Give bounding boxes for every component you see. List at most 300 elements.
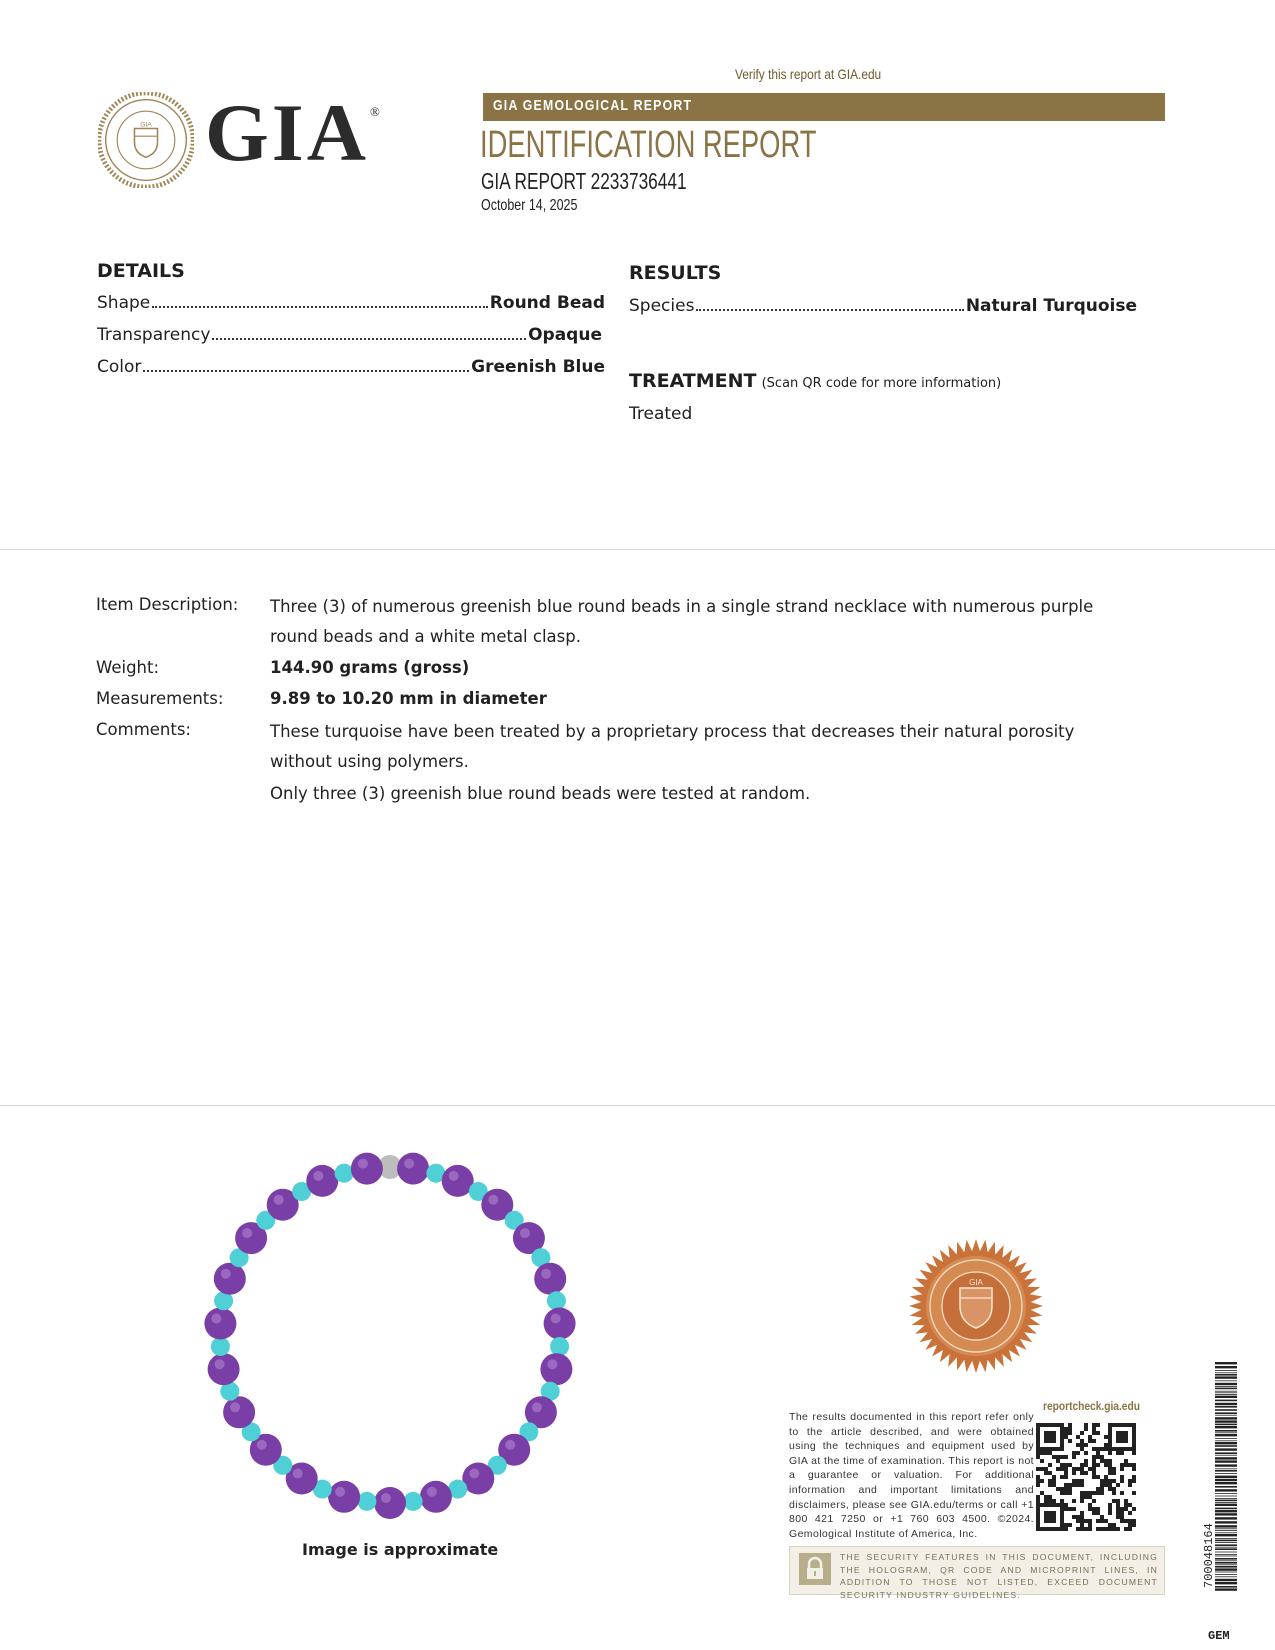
qr-module [1128,1519,1132,1523]
qr-module [1108,1479,1112,1483]
qr-module [1128,1463,1132,1467]
qr-module [1100,1519,1104,1523]
amethyst-bead [540,1353,572,1385]
qr-module [1124,1507,1128,1511]
barcode-bar [1215,1479,1237,1481]
seal-text: GIA [140,121,152,129]
qr-module [1080,1479,1084,1483]
qr-module [1092,1499,1096,1503]
qr-module [1120,1451,1124,1455]
barcode-bar [1215,1426,1237,1428]
qr-module [1080,1443,1084,1447]
qr-module [1120,1467,1124,1471]
qr-module [1108,1463,1112,1467]
qr-module [1108,1471,1112,1475]
qr-module [1096,1519,1100,1523]
qr-module [1104,1479,1108,1483]
qr-module [1080,1527,1084,1531]
barcode-bar [1215,1473,1237,1474]
qr-module [1036,1475,1040,1479]
qr-module [1124,1463,1128,1467]
qr-module [1108,1459,1112,1463]
qr-module [1080,1499,1084,1503]
qr-module [1064,1431,1068,1435]
qr-module [1048,1483,1052,1487]
qr-module [1080,1511,1084,1515]
bead-highlight [215,1359,225,1369]
qr-module [1072,1515,1076,1519]
detail-row-transparency [97,325,602,345]
qr-module [1116,1527,1120,1531]
barcode-bar [1215,1394,1237,1395]
barcode-bar [1215,1374,1237,1376]
barcode-number: 700048164 [1202,1523,1216,1588]
barcode-bar [1215,1552,1237,1553]
qr-module [1100,1455,1104,1459]
qr-module [1064,1427,1068,1431]
detail-value: Round Bead [489,293,605,313]
measurements-value: 9.89 to 10.20 mm in diameter [270,689,547,708]
detail-value: Greenish Blue [471,357,605,377]
barcode-bar [1215,1392,1237,1393]
qr-module [1080,1447,1084,1451]
qr-module [1060,1467,1064,1471]
measurements-label: Measurements: [96,689,224,708]
qr-module [1112,1527,1116,1531]
item-description-value: Three (3) of numerous greenish blue round beads in a single strand necklace with numerous purple round beads and a white metal clasp. [270,597,1094,646]
qr-module [1088,1503,1092,1507]
barcode-bar [1215,1383,1237,1385]
qr-module [1060,1463,1064,1467]
gem-code: GEM [1208,1629,1230,1643]
barcode-bar [1215,1409,1237,1411]
barcode-bar [1215,1579,1237,1581]
barcode-bar [1215,1412,1237,1414]
treatment-heading: TREATMENT [629,370,757,392]
qr-module [1080,1467,1084,1471]
bead-highlight [381,1493,391,1503]
report-number: GIA REPORT 2233736441 [481,168,687,194]
qr-module [1132,1479,1136,1483]
qr-module [1052,1483,1056,1487]
bead-highlight [427,1487,437,1497]
barcode-bar [1215,1560,1237,1561]
barcode-bar [1215,1504,1237,1506]
barcode-bar [1215,1380,1237,1381]
barcode-bar [1215,1430,1237,1432]
qr-module [1064,1487,1068,1491]
qr-module [1084,1491,1088,1495]
barcode-bar [1215,1508,1237,1510]
qr-module [1084,1471,1088,1475]
qr-module [1088,1495,1092,1499]
qr-module [1104,1527,1108,1531]
treatment-note: (Scan QR code for more information) [761,376,1002,391]
barcode-bar [1215,1400,1237,1402]
barcode-bar [1215,1489,1237,1491]
qr-module [1084,1423,1088,1427]
weight-value: 144.90 grams (gross) [270,658,470,677]
image-caption: Image is approximate [302,1540,499,1559]
qr-module [1076,1527,1080,1531]
bead-highlight [541,1269,551,1279]
qr-module [1108,1511,1112,1515]
qr-finder [1044,1431,1056,1443]
qr-module [1084,1459,1088,1463]
qr-module [1132,1519,1136,1523]
qr-module [1088,1527,1092,1531]
qr-module [1080,1495,1084,1499]
report-date: October 14, 2025 [481,197,578,214]
qr-module [1104,1475,1108,1479]
qr-module [1092,1467,1096,1471]
qr-module [1048,1471,1052,1475]
fold-line [0,1105,1275,1106]
item-description-label: Item Description: [96,595,239,614]
barcode-bar [1215,1582,1237,1584]
necklace-image [190,1150,590,1520]
detail-label: Transparency [97,325,211,345]
detail-row-shape [97,293,605,313]
qr-module [1068,1507,1072,1511]
qr-module [1040,1479,1044,1483]
qr-module [1052,1499,1056,1503]
qr-module [1064,1507,1068,1511]
qr-module [1084,1463,1088,1467]
qr-module [1092,1427,1096,1431]
qr-module [1096,1455,1100,1459]
qr-module [1036,1479,1040,1483]
qr-module [1080,1491,1084,1495]
detail-row-color [97,357,605,377]
qr-module [1084,1527,1088,1531]
comments-label: Comments: [96,720,191,739]
qr-module [1036,1467,1040,1471]
barcode-icon [1215,1362,1237,1592]
qr-module [1084,1443,1088,1447]
qr-module [1104,1435,1108,1439]
qr-module [1100,1447,1104,1451]
qr-module [1096,1507,1100,1511]
qr-module [1092,1431,1096,1435]
qr-module [1080,1463,1084,1467]
barcode-bar [1215,1588,1237,1590]
barcode-bar [1215,1540,1237,1542]
registered-mark: ® [370,104,380,119]
qr-module [1084,1427,1088,1431]
qr-module [1068,1523,1072,1527]
barcode-bar [1215,1460,1237,1462]
qr-module [1080,1519,1084,1523]
barcode-bar [1215,1440,1237,1441]
barcode-bar [1215,1438,1237,1439]
barcode-bar [1215,1372,1237,1373]
qr-module [1072,1507,1076,1511]
qr-module [1120,1491,1124,1495]
bead-highlight [505,1440,515,1450]
qr-module [1116,1451,1120,1455]
barcode-bar [1215,1468,1237,1469]
amethyst-bead [223,1396,255,1428]
qr-module [1036,1483,1040,1487]
barcode-bar [1215,1434,1237,1436]
qr-module [1068,1427,1072,1431]
qr-module [1072,1479,1076,1483]
barcode-bar [1215,1586,1237,1588]
qr-module [1128,1483,1132,1487]
qr-module [1036,1499,1040,1503]
qr-module [1104,1463,1108,1467]
barcode-bar [1215,1525,1237,1527]
disclaimer-text: The results documented in this report refer only to the article described, and were obtained using the techniques and equipment used by GIA at the time of examination. This report is not a guarantee or valuation. For additional information and important limitations and disclaimers, please see GIA.edu/terms or call +1 800 421 7250 or +1 760 603 4500. ©2024. Gemological Institute of America, Inc. [789,1411,1034,1540]
qr-module [1080,1523,1084,1527]
qr-module [1044,1471,1048,1475]
qr-module [1068,1423,1072,1427]
qr-module [1040,1491,1044,1495]
qr-module [1100,1479,1104,1483]
qr-module [1104,1459,1108,1463]
turquoise-bead [357,1492,376,1511]
amethyst-bead [208,1353,240,1385]
detail-label: Color [97,357,142,377]
details-heading: DETAILS [97,260,185,282]
qr-module [1044,1451,1048,1455]
qr-module [1112,1479,1116,1483]
barcode-bar [1215,1548,1237,1550]
barcode-bar [1215,1386,1237,1387]
qr-module [1120,1515,1124,1519]
barcode-bar [1215,1532,1237,1533]
qr-module [1052,1475,1056,1479]
qr-module [1072,1451,1076,1455]
verify-link[interactable]: Verify this report at GIA.edu [735,66,882,82]
qr-module [1124,1459,1128,1463]
qr-module [1108,1523,1112,1527]
qr-module [1092,1423,1096,1427]
qr-module [1048,1495,1052,1499]
qr-module [1092,1491,1096,1495]
barcode-bar [1215,1556,1237,1557]
qr-module [1120,1507,1124,1511]
qr-module [1072,1499,1076,1503]
qr-module [1076,1479,1080,1483]
amethyst-bead [214,1263,246,1295]
qr-module [1132,1491,1136,1495]
bead-highlight [221,1269,231,1279]
qr-module [1084,1519,1088,1523]
turquoise-bead [547,1291,566,1310]
qr-module [1108,1487,1112,1491]
qr-module [1068,1439,1072,1443]
qr-module [1128,1523,1132,1527]
barcode-bar [1215,1542,1237,1543]
lock-icon [799,1553,831,1585]
qr-module [1064,1491,1068,1495]
fold-line [0,549,1275,550]
amethyst-bead [328,1481,360,1513]
qr-module [1124,1527,1128,1531]
qr-module [1132,1523,1136,1527]
qr-module [1132,1451,1136,1455]
weight-label: Weight: [96,658,160,677]
qr-module [1128,1527,1132,1531]
barcode-bar [1215,1376,1237,1378]
qr-module [1040,1451,1044,1455]
qr-module [1132,1467,1136,1471]
qr-module [1072,1483,1076,1487]
bead-highlight [520,1228,530,1238]
qr-module [1100,1487,1104,1491]
amethyst-bead [544,1308,576,1340]
qr-module [1092,1507,1096,1511]
qr-module [1092,1471,1096,1475]
qr-module [1124,1503,1128,1507]
qr-module [1040,1467,1044,1471]
reportcheck-link[interactable]: reportcheck.gia.edu [1043,1399,1140,1413]
turquoise-bead [335,1164,354,1183]
qr-module [1060,1487,1064,1491]
barcode-bar [1215,1510,1237,1512]
qr-module [1112,1487,1116,1491]
qr-module [1068,1463,1072,1467]
qr-module [1044,1467,1048,1471]
qr-module [1080,1431,1084,1435]
qr-module [1096,1511,1100,1515]
qr-module [1112,1523,1116,1527]
qr-module [1076,1451,1080,1455]
turquoise-bead [404,1492,423,1511]
qr-module [1052,1479,1056,1483]
qr-module [1064,1455,1068,1459]
qr-module [1096,1447,1100,1451]
treatment-header [629,370,1001,392]
barcode-bar [1215,1574,1237,1575]
qr-module [1096,1527,1100,1531]
qr-module [1132,1463,1136,1467]
amethyst-bead [420,1481,452,1513]
barcode-bar [1215,1547,1237,1548]
barcode-bar [1215,1498,1237,1499]
barcode-bar [1215,1452,1237,1454]
security-features-text: THE SECURITY FEATURES IN THIS DOCUMENT, INCLUDING THE HOLOGRAM, QR CODE AND MICROPRINT LINES, IN ADDITION TO THOSE NOT LISTED, EXCEED DOCUMENT SECURITY INDUSTRY GUIDELINES. [840,1552,1158,1600]
detail-value: Opaque [528,325,602,345]
hologram-seal-icon [908,1238,1044,1374]
amethyst-bead [397,1153,429,1185]
qr-module [1120,1519,1124,1523]
qr-module [1084,1451,1088,1455]
result-value: Natural Turquoise [965,296,1137,316]
barcode-bar [1215,1568,1237,1570]
barcode-bar [1215,1513,1237,1515]
qr-module [1104,1447,1108,1451]
treatment-value: Treated [629,404,693,424]
barcode-bar [1215,1432,1237,1433]
qr-module [1060,1475,1064,1479]
qr-module [1080,1439,1084,1443]
qr-module [1104,1443,1108,1447]
qr-module [1100,1527,1104,1531]
qr-module [1096,1475,1100,1479]
barcode-bar [1215,1403,1237,1405]
qr-module [1072,1467,1076,1471]
qr-module [1088,1519,1092,1523]
gia-logo-text: GIA [205,87,369,178]
qr-module [1048,1451,1052,1455]
qr-module [1060,1499,1064,1503]
qr-module [1088,1435,1092,1439]
qr-module [1092,1447,1096,1451]
barcode-bar [1215,1544,1237,1546]
qr-module [1064,1463,1068,1467]
qr-module [1092,1439,1096,1443]
qr-module [1040,1459,1044,1463]
barcode-bar [1215,1391,1237,1392]
qr-module [1064,1503,1068,1507]
barcode-bar [1215,1445,1237,1447]
barcode-bar [1215,1493,1237,1494]
bead-highlight [551,1314,561,1324]
amethyst-bead [351,1153,383,1185]
qr-module [1096,1431,1100,1435]
qr-module [1080,1471,1084,1475]
results-heading: RESULTS [629,262,722,284]
turquoise-bead [211,1337,230,1356]
qr-module [1088,1523,1092,1527]
qr-module [1076,1515,1080,1519]
barcode-bar [1215,1396,1237,1398]
qr-module [1092,1463,1096,1467]
barcode-bar [1215,1420,1237,1422]
barcode-bar [1215,1476,1237,1478]
bead-highlight [532,1402,542,1412]
barcode-bar [1215,1470,1237,1472]
barcode-bar [1215,1576,1237,1577]
qr-module [1100,1459,1104,1463]
bead-highlight [257,1440,267,1450]
qr-module [1076,1483,1080,1487]
qr-module [1072,1471,1076,1475]
qr-module [1052,1455,1056,1459]
qr-module [1108,1527,1112,1531]
barcode-bar [1215,1572,1237,1573]
barcode-bar [1215,1534,1237,1536]
qr-module [1112,1471,1116,1475]
qr-module [1092,1475,1096,1479]
qr-module [1096,1423,1100,1427]
qr-module [1120,1475,1124,1479]
barcode-bar [1215,1496,1237,1497]
qr-module [1056,1467,1060,1471]
result-label: Species [629,296,695,316]
qr-module [1128,1503,1132,1507]
qr-module [1064,1483,1068,1487]
qr-module [1100,1491,1104,1495]
qr-module [1080,1515,1084,1519]
qr-module [1096,1491,1100,1495]
qr-module [1116,1503,1120,1507]
qr-code-icon[interactable] [1036,1422,1136,1532]
qr-module [1088,1491,1092,1495]
qr-module [1124,1499,1128,1503]
qr-module [1056,1487,1060,1491]
qr-module [1120,1511,1124,1515]
barcode-bar [1215,1562,1237,1564]
qr-module [1076,1519,1080,1523]
qr-module [1084,1495,1088,1499]
qr-module [1088,1507,1092,1511]
bead-highlight [242,1228,252,1238]
result-row-species [629,296,1137,316]
